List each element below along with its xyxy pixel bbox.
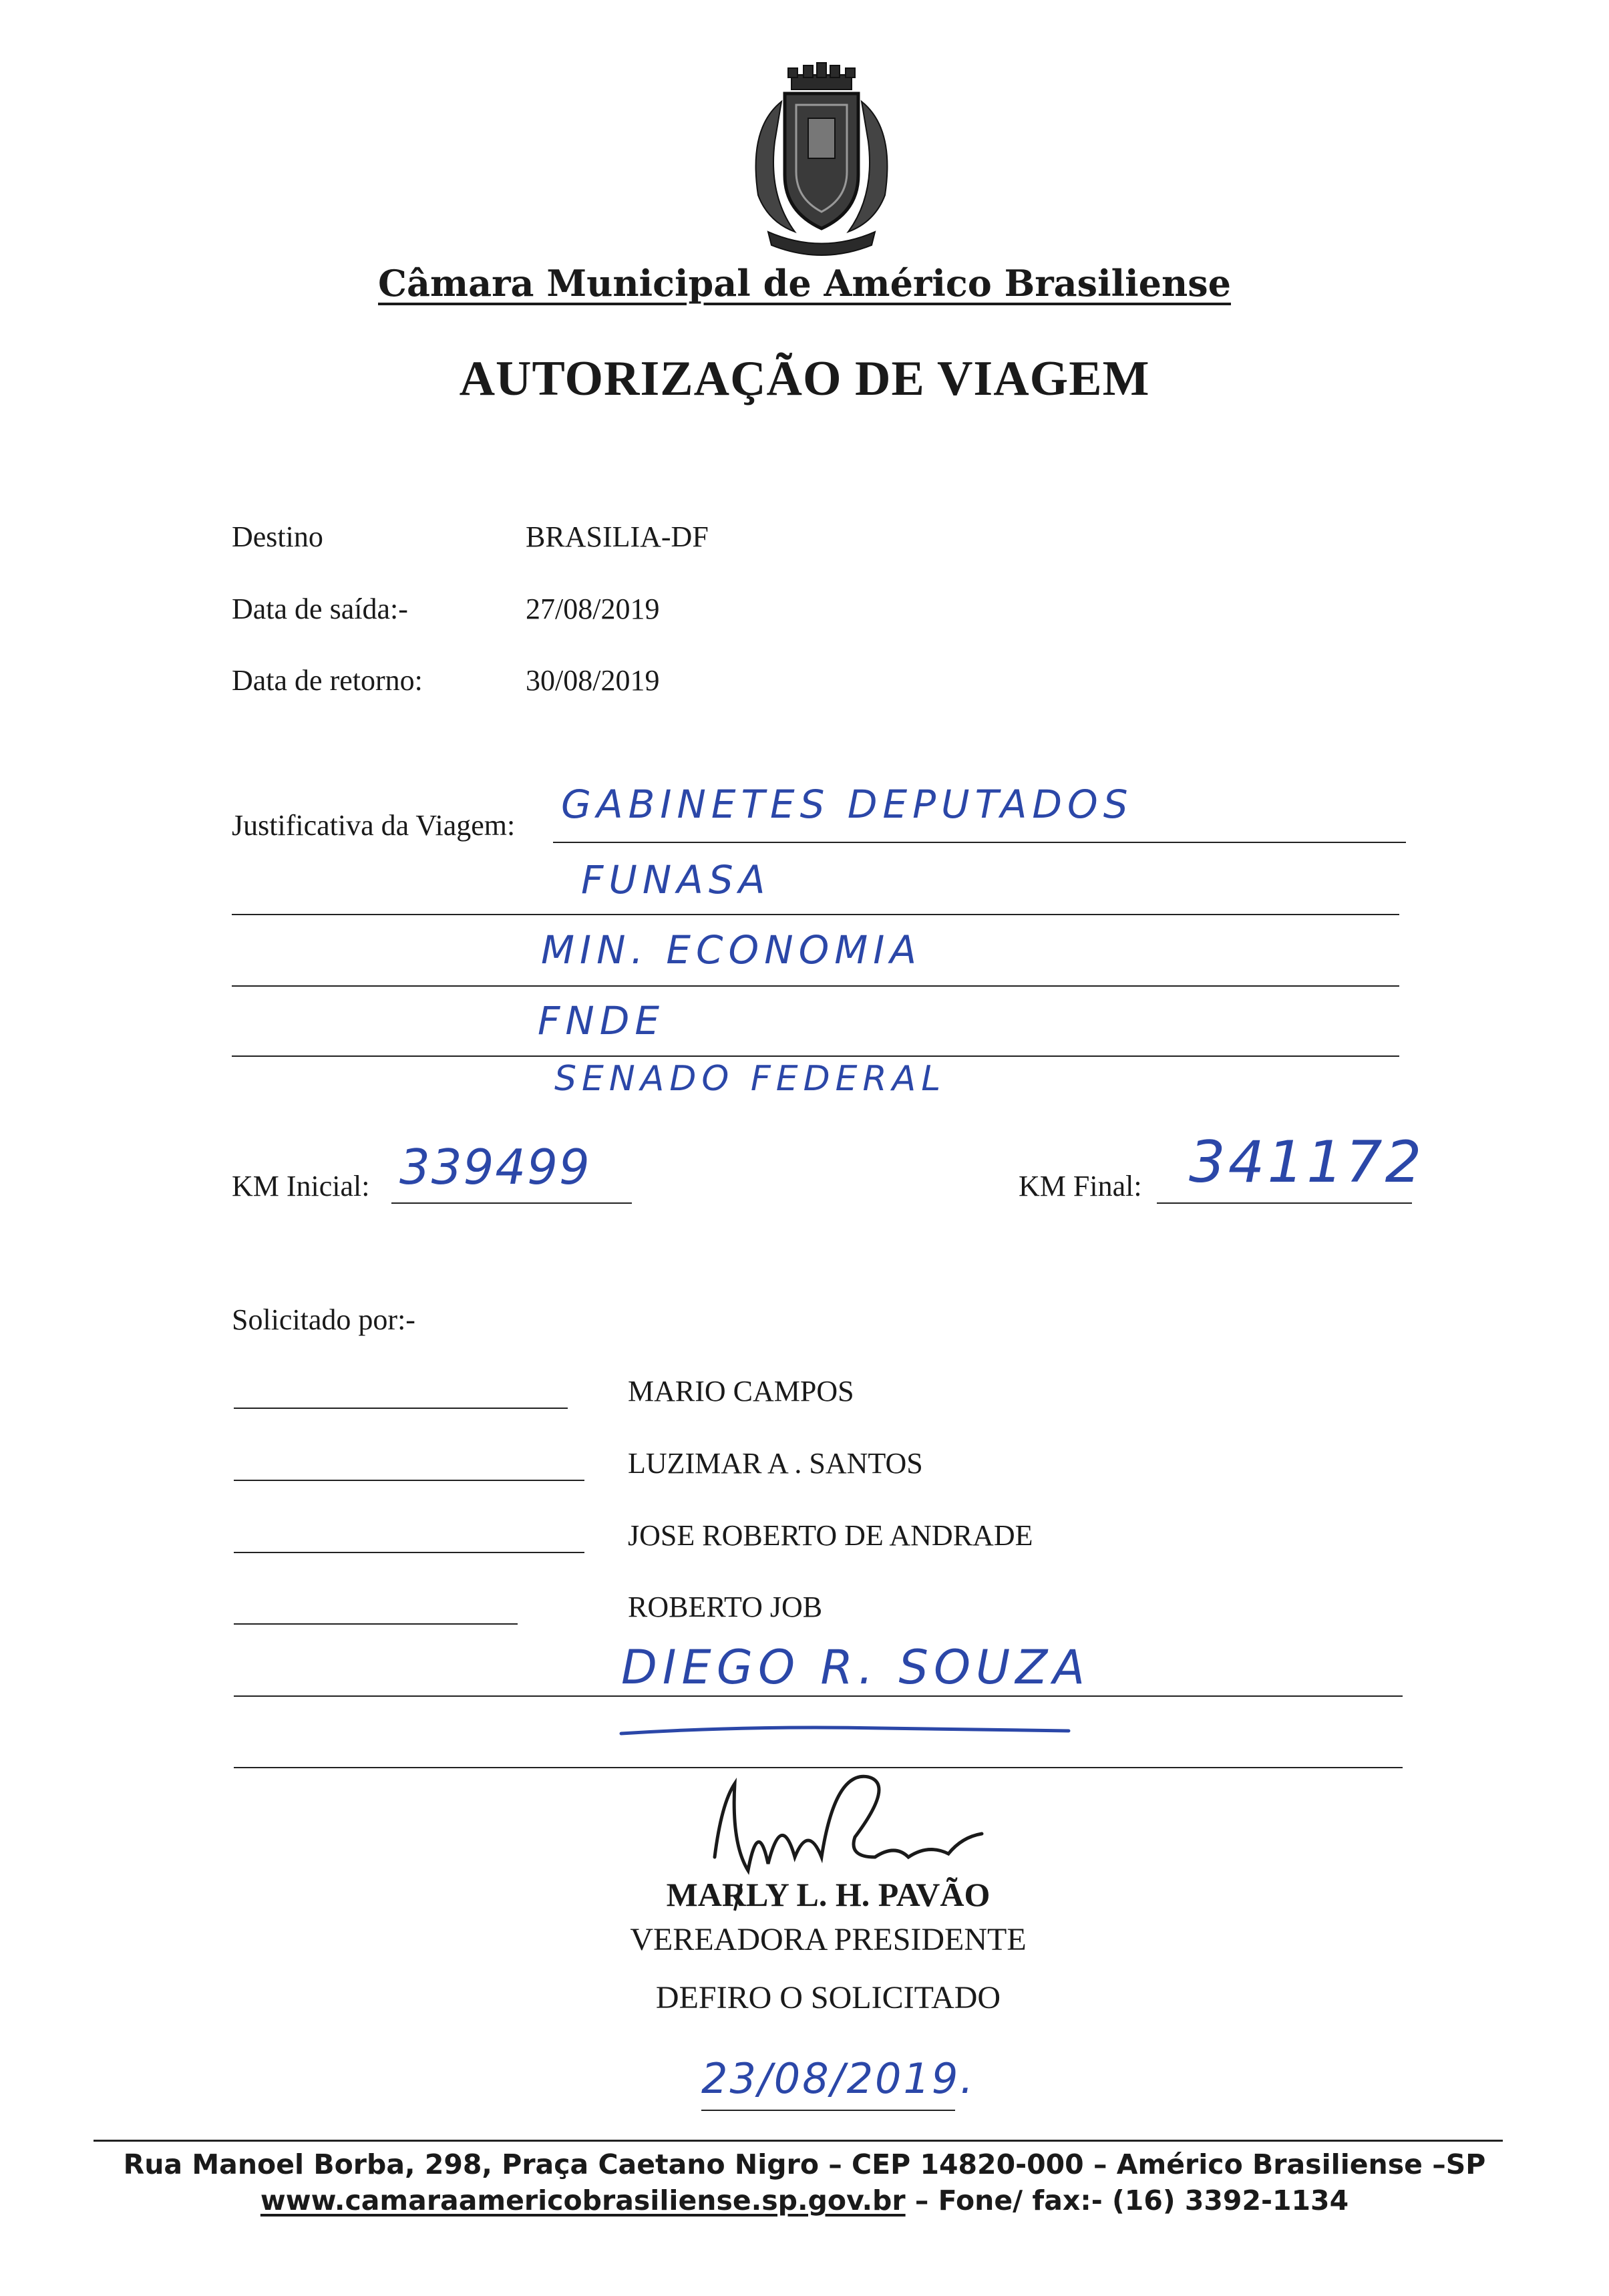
requester-name: MARIO CAMPOS: [628, 1375, 854, 1408]
return-date-value: 30/08/2019: [526, 664, 660, 697]
justification-line: [232, 985, 1399, 987]
return-date-label: Data de retorno:: [232, 664, 423, 697]
justification-handwritten-line: GABINETES DEPUTADOS: [561, 782, 1133, 827]
requester-name: ROBERTO JOB: [628, 1591, 823, 1623]
signature-line: [234, 1623, 518, 1625]
organization-name: Câmara Municipal de Américo Brasiliense: [378, 262, 1231, 305]
handwritten-underline: [614, 1720, 1082, 1740]
justification-handwritten-line: FUNASA: [581, 857, 771, 903]
phone-text: – Fone/ fax:- (16) 3392-1134: [905, 2184, 1349, 2217]
footer-contact: [0, 2184, 1609, 2217]
footer-address: Rua Manoel Borba, 298, Praça Caetano Nigro – CEP 14820-000 – Américo Brasiliense –SP: [123, 2148, 1486, 2180]
signature-line: [234, 1695, 1403, 1697]
km-final-line: [1157, 1202, 1412, 1204]
requested-by-label: Solicitado por:-: [232, 1303, 415, 1336]
km-initial-line: [391, 1202, 632, 1204]
departure-date-label: Data de saída:-: [232, 593, 408, 625]
document-title: AUTORIZAÇÃO DE VIAGEM: [459, 351, 1150, 406]
signature-line: [234, 1408, 568, 1409]
municipal-crest-icon: [721, 61, 922, 262]
approval-decision: DEFIRO O SOLICITADO: [655, 1980, 1001, 2015]
signer-role: VEREADORA PRESIDENTE: [630, 1922, 1027, 1957]
destination-value: BRASILIA-DF: [526, 520, 709, 553]
footer-divider: [94, 2140, 1503, 2142]
approval-date: 23/08/2019.: [701, 2054, 976, 2103]
km-initial-label: KM Inicial:: [232, 1170, 370, 1202]
website-link[interactable]: www.camaraamericobrasiliense.sp.gov.br: [260, 2184, 906, 2217]
justification-handwritten-line: MIN. ECONOMIA: [541, 927, 922, 973]
requester-name: LUZIMAR A . SANTOS: [628, 1447, 923, 1480]
destination-label: Destino: [232, 520, 323, 553]
signature-line: [234, 1552, 584, 1553]
justification-handwritten-line: FNDE: [538, 998, 665, 1043]
justification-line: [232, 1055, 1399, 1057]
departure-date-value: 27/08/2019: [526, 593, 660, 625]
signer-name: MARLY L. H. PAVÃO: [666, 1876, 991, 1913]
km-final-value: 341172: [1189, 1129, 1425, 1196]
justification-label: Justificativa da Viagem:: [232, 809, 516, 842]
requester-name: JOSE ROBERTO DE ANDRADE: [628, 1519, 1033, 1552]
requester-handwritten-name: DIEGO R. SOUZA: [621, 1640, 1091, 1695]
km-initial-value: 339499: [399, 1139, 591, 1195]
justification-line: [553, 842, 1406, 843]
date-line: [701, 2110, 955, 2111]
km-final-label: KM Final:: [1019, 1170, 1142, 1202]
signature-line: [234, 1480, 584, 1481]
justification-handwritten-line: SENADO FEDERAL: [554, 1059, 946, 1099]
justification-line: [232, 914, 1399, 915]
